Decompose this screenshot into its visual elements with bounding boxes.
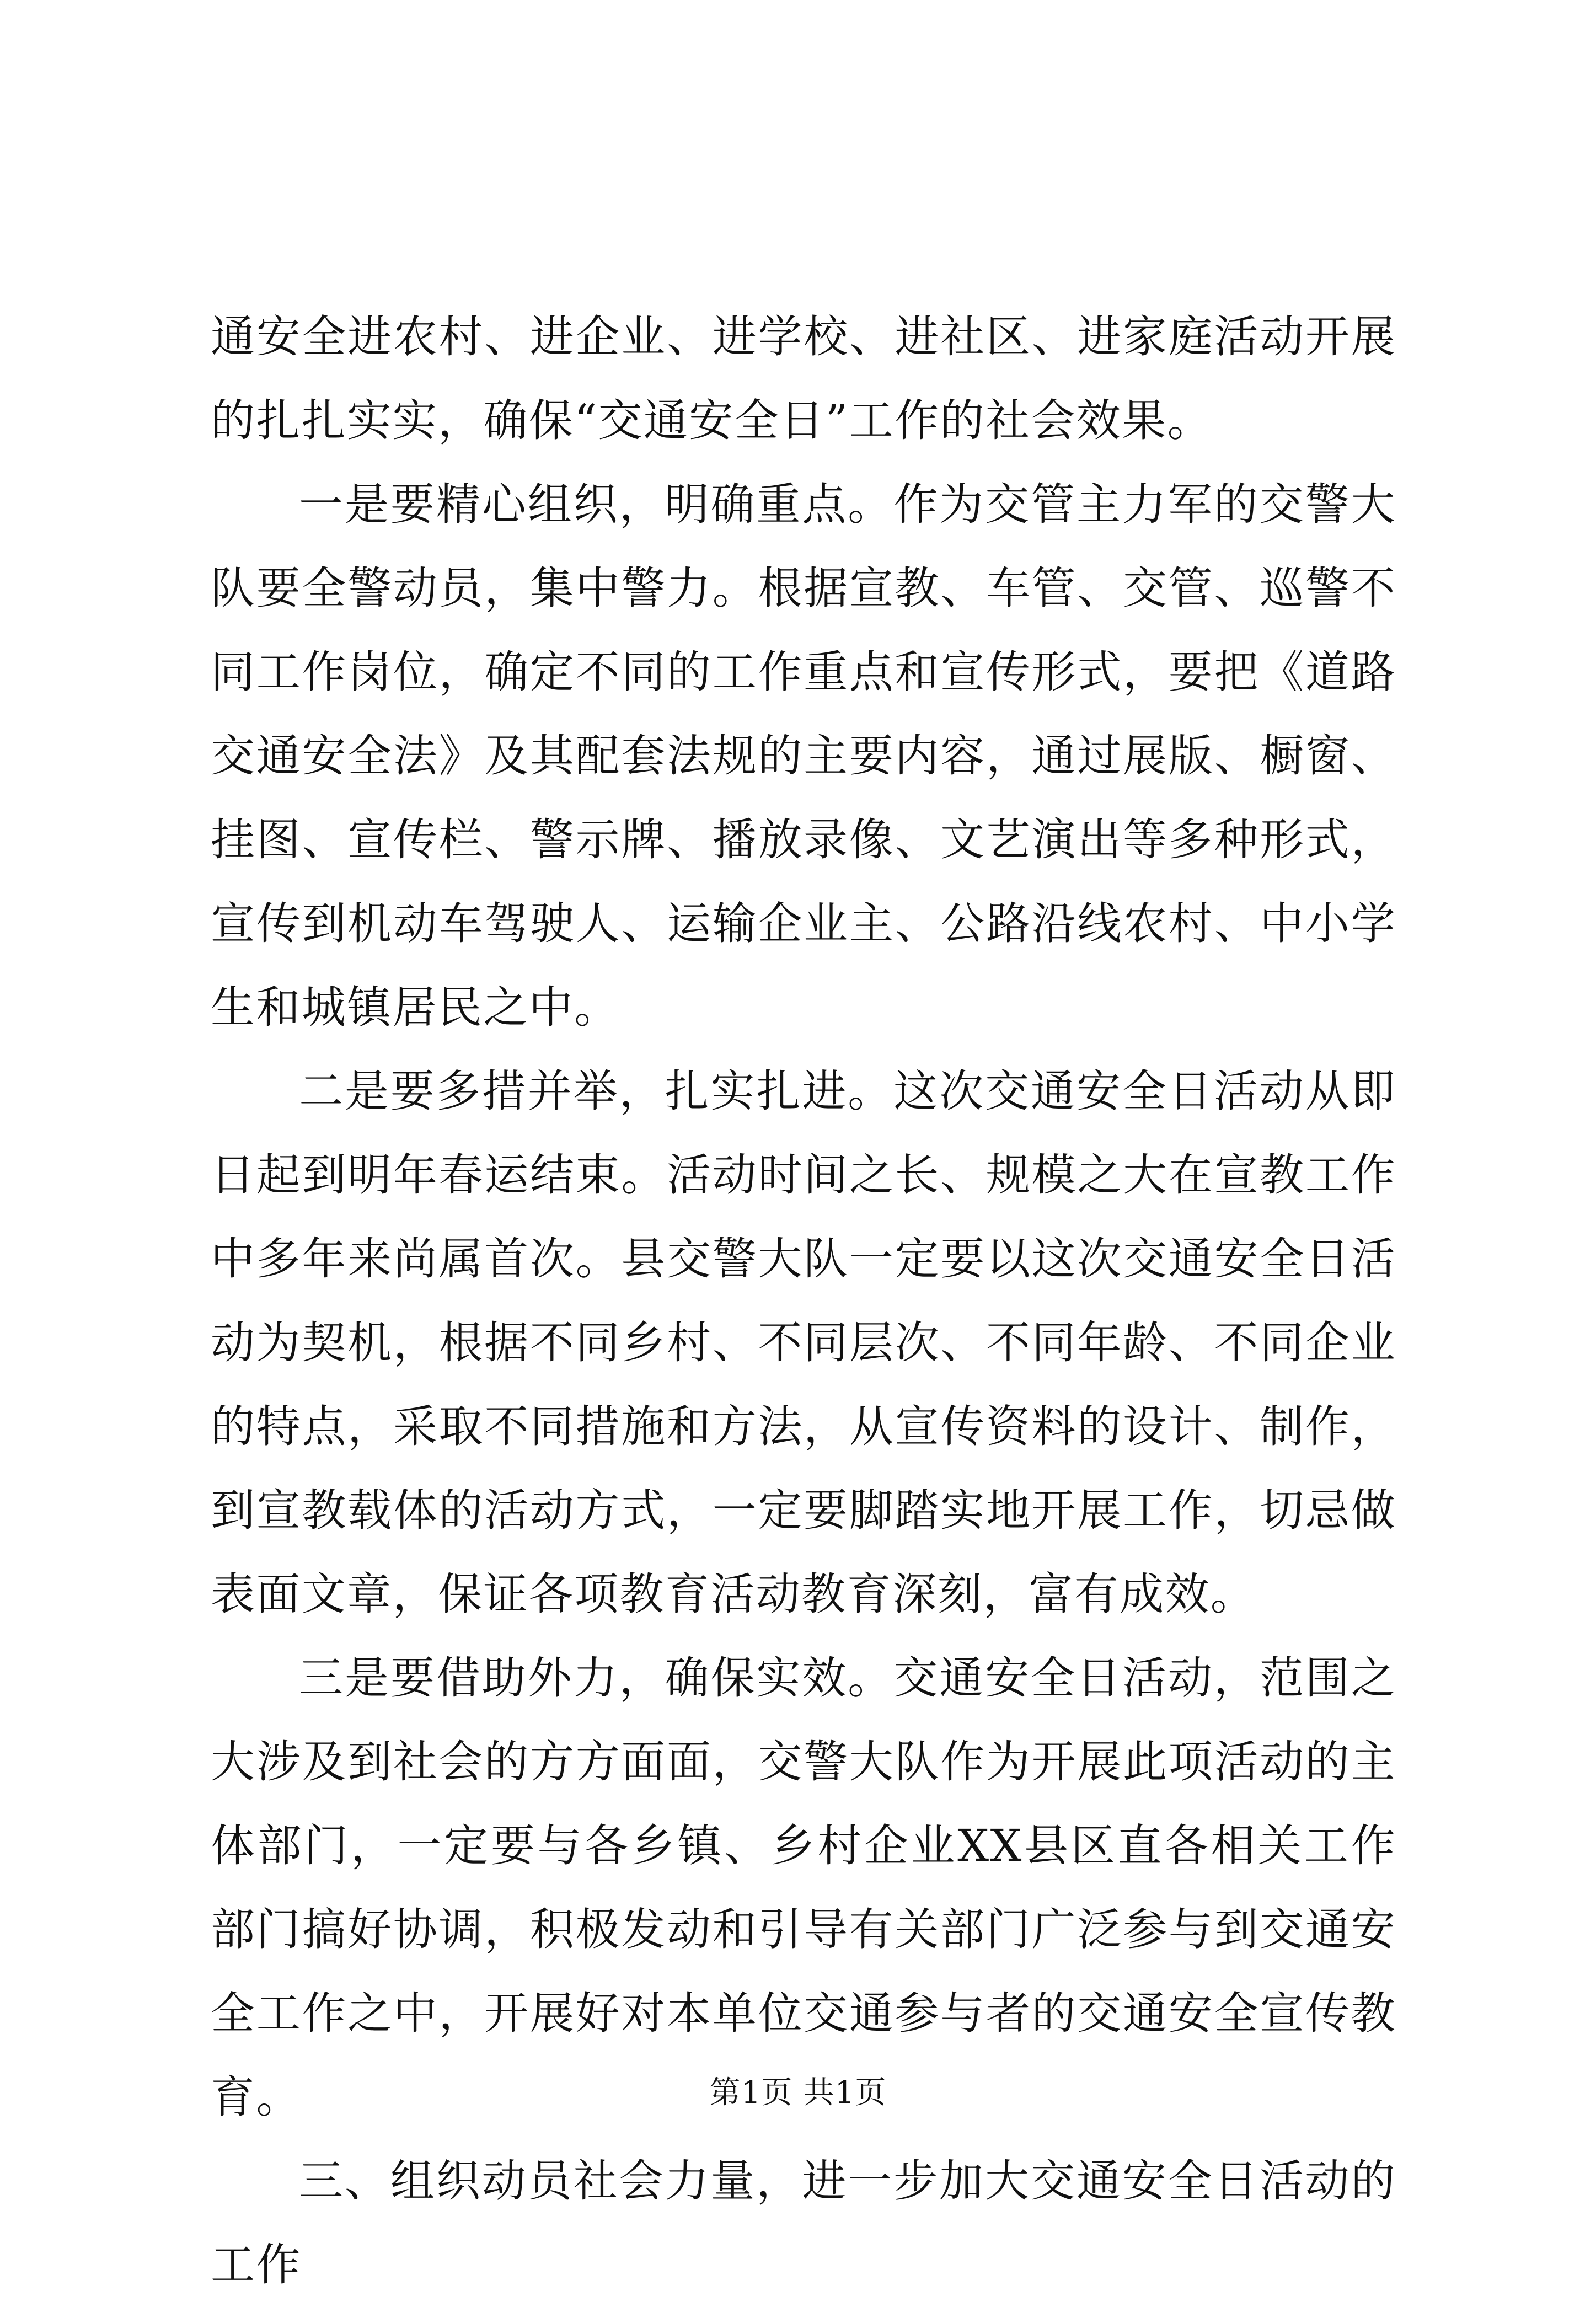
paragraph-point-two: 二是要多措并举，扎实扎进。这次交通安全日活动从即日起到明年春运结束。活动时间之长、规模之大在宣教工作中多年来尚属首次。县交警大队一定要以这次交通安全日活动为契机，根据不同乡村、不同层次、不同年龄、不同企业的特点，采取不同措施和方法，从宣传资料的设计、制作，到宣教载体的活动方式，一定要脚踏实地开展工作，切忌做表面文章，保证各项教育活动教育深刻，富有成效。 [211, 1066, 1396, 1620]
paragraph-point-one: 一是要精心组织，明确重点。作为交管主力军的交警大队要全警动员，集中警力。根据宣教、车管、交管、巡警不同工作岗位，确定不同的工作重点和宣传形式，要把《道路交通安全法》及其配套法规的主要内容，通过展版、橱窗、挂图、宣传栏、警示牌、播放录像、文艺演出等多种形式，宣传到机动车驾驶人、运输企业主、公路沿线农村、中小学生和城镇居民之中。 [211, 479, 1396, 1033]
section-heading-three: 三、组织动员社会力量，进一步加大交通安全日活动的工作 [211, 2155, 1396, 2290]
document-body [211, 295, 1396, 2307]
page-footer: 第1页 共1页 [709, 2075, 887, 2111]
paragraph-continuation: 通安全进农村、进企业、进学校、进社区、进家庭活动开展的扎扎实实，确保“交通安全日”工作的社会效果。 [211, 311, 1396, 446]
paragraph-point-three: 三是要借助外力，确保实效。交通安全日活动，范围之大涉及到社会的方方面面，交警大队作为开展此项活动的主体部门，一定要与各乡镇、乡村企业XX县区直各相关工作部门搞好协调，积极发动和引导有关部门广泛参与到交通安全工作之中，开展好对本单位交通参与者的交通安全宣传教育。 [211, 1652, 1396, 2123]
